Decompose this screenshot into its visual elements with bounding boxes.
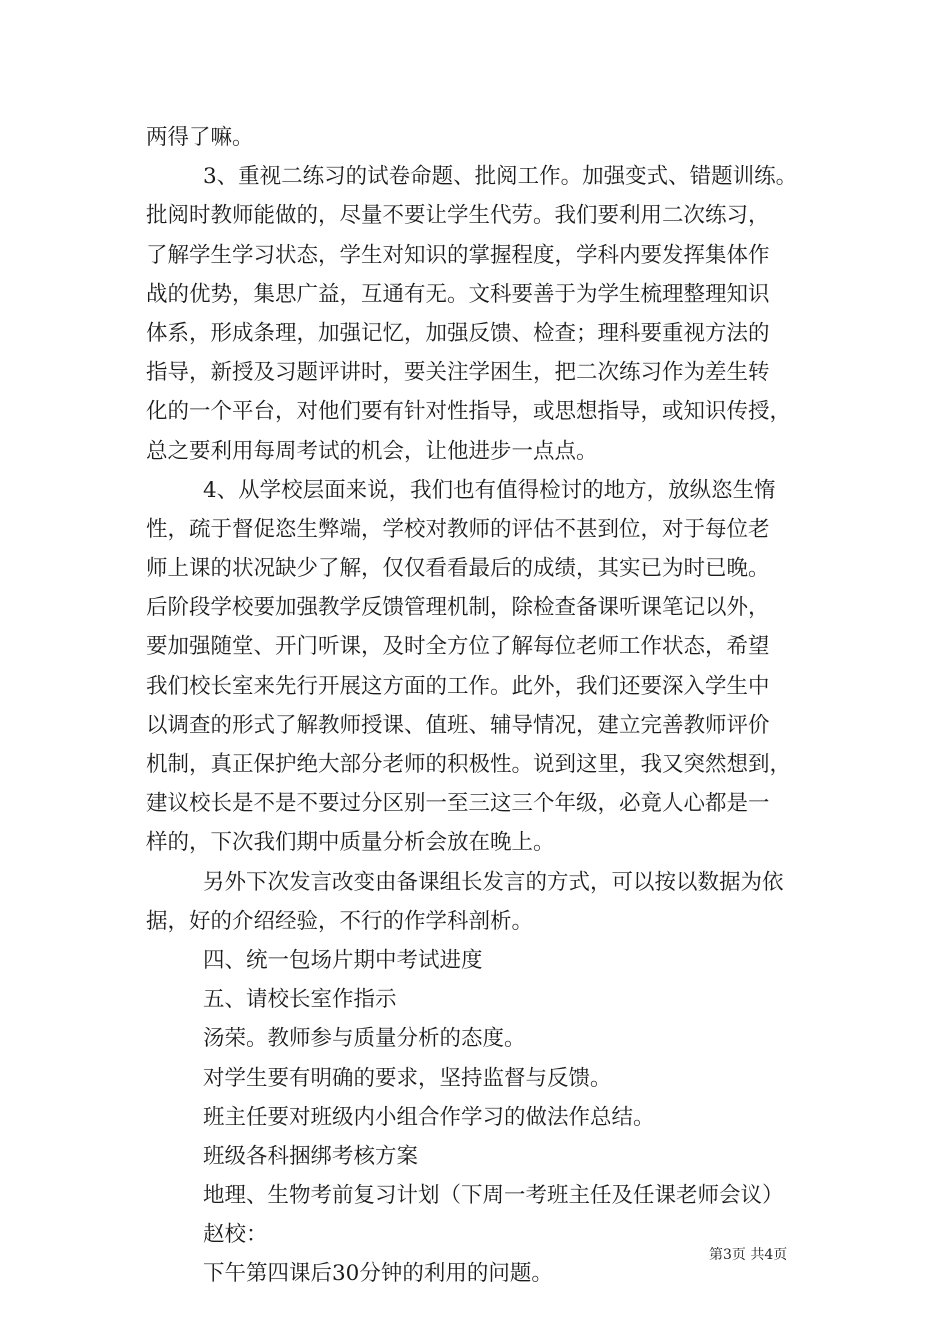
text-line: 四、统一包场片期中考试进度 [203, 947, 483, 973]
text-line: 以调查的形式了解教师授课、值班、辅导情况，建立完善教师评价 [146, 712, 770, 738]
text-line: 对学生要有明确的要求，坚持监督与反馈。 [203, 1065, 612, 1091]
text-line: 班主任要对班级内小组合作学习的做法作总结。 [203, 1104, 655, 1130]
text-line: 批阅时教师能做的，尽量不要让学生代劳。我们要利用二次练习， [146, 203, 770, 229]
text-line: 汤荣。教师参与质量分析的态度。 [203, 1026, 526, 1052]
text-line: 另外下次发言改变由备课组长发言的方式，可以按以数据为依 [203, 869, 784, 895]
text-line: 建议校长是不是不要过分区别一至三这三个年级，必竟人心都是一 [146, 791, 770, 817]
text-line: 指导，新授及习题评讲时，要关注学困生，把二次练习作为差生转 [146, 360, 770, 386]
text-line: 要加强随堂、开门听课，及时全方位了解每位老师工作状态，希望 [146, 634, 770, 660]
text-line: 五、请校长室作指示 [203, 987, 397, 1013]
text-line: 后阶段学校要加强教学反馈管理机制，除检查备课听课笔记以外， [146, 595, 770, 621]
text-line: 地理、生物考前复习计划（下周一考班主任及任课老师会议） [203, 1183, 784, 1209]
text-line: 化的一个平台，对他们要有针对性指导，或思想指导，或知识传授， [146, 399, 792, 425]
text-line: 班级各科捆绑考核方案 [203, 1143, 419, 1169]
text-line: 了解学生学习状态，学生对知识的掌握程度，学科内要发挥集体作 [146, 242, 770, 268]
text-line: 两得了嘛。 [146, 125, 254, 150]
text-line: 4、从学校层面来说，我们也有值得检讨的地方，放纵恣生惰 [203, 477, 776, 503]
page-number: 第3页 共4页 [709, 1247, 788, 1263]
text-line: 我们校长室来先行开展这方面的工作。此外，我们还要深入学生中 [146, 673, 770, 699]
text-line: 总之要利用每周考试的机会，让他进步一点点。 [146, 438, 598, 464]
document-body [146, 118, 826, 1294]
text-line: 下午第四课后30分钟的利用的问题。 [203, 1261, 553, 1287]
text-line: 战的优势，集思广益，互通有无。文科要善于为学生梳理整理知识 [146, 281, 770, 307]
text-line: 赵校： [203, 1222, 268, 1248]
text-line: 样的，下次我们期中质量分析会放在晚上。 [146, 830, 555, 856]
text-line: 机制，真正保护绝大部分老师的积极性。说到这里，我又突然想到， [146, 752, 792, 777]
text-line: 据，好的介绍经验，不行的作学科剖析。 [146, 908, 534, 934]
text-line: 师上课的状况缺少了解，仅仅看看最后的成绩，其实已为时已晚。 [146, 556, 770, 582]
text-line: 性，疏于督促恣生弊端，学校对教师的评估不甚到位，对于每位老 [146, 516, 770, 542]
text-line: 体系，形成条理，加强记忆，加强反馈、检查；理科要重视方法的 [146, 320, 770, 346]
text-line: 3、重视二练习的试卷命题、批阅工作。加强变式、错题训练。 [203, 164, 798, 190]
